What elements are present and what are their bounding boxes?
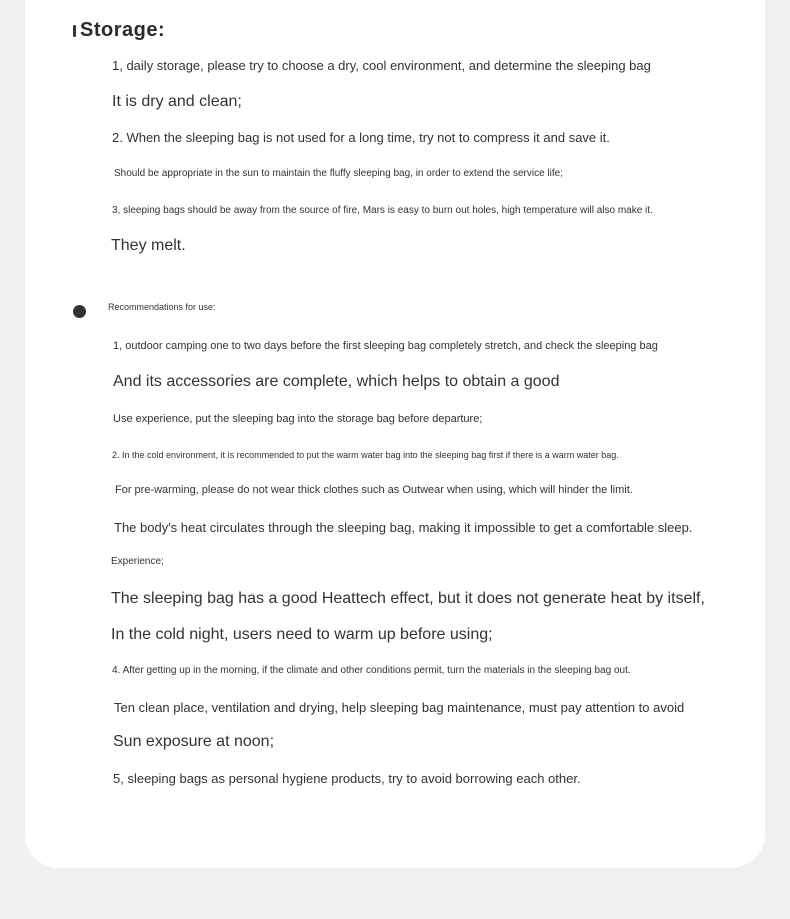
rec-line-13: 5, sleeping bags as personal hygiene products, try to avoid borrowing each other. (113, 771, 581, 786)
storage-line-1: 1, daily storage, please try to choose a dry, cool environment, and determine the sleeping bag (112, 58, 651, 73)
storage-line-2: It is dry and clean; (112, 93, 242, 110)
rec-line-9: In the cold night, users need to warm up before using; (111, 626, 493, 643)
bullet-dot-icon (73, 305, 86, 318)
storage-line-5: 3, sleeping bags should be away from the source of fire, Mars is easy to burn out holes, high temperature will also make it. (112, 205, 653, 216)
rec-line-7: Experience; (111, 556, 164, 567)
rec-line-6: The body's heat circulates through the sleeping bag, making it impossible to get a comfortable sleep. (114, 520, 693, 535)
rec-line-12: Sun exposure at noon; (113, 733, 275, 750)
heading-marker-icon (73, 25, 76, 37)
rec-line-1: 1, outdoor camping one to two days before the first sleeping bag completely stretch, and check the sleeping bag (113, 340, 658, 352)
rec-line-2: And its accessories are complete, which helps to obtain a good (113, 373, 560, 390)
recommendations-heading: Recommendations for use: (108, 302, 216, 312)
rec-line-10: 4. After getting up in the morning, if the climate and other conditions permit, turn the materials in the sleeping bag out. (112, 665, 631, 676)
storage-line-4: Should be appropriate in the sun to maintain the fluffy sleeping bag, in order to extend the service life; (114, 168, 563, 179)
storage-line-3: 2. When the sleeping bag is not used for a long time, try not to compress it and save it. (112, 130, 610, 145)
rec-line-11: Ten clean place, ventilation and drying, help sleeping bag maintenance, must pay attention to avoid (114, 700, 685, 715)
storage-line-6: They melt. (111, 237, 186, 254)
storage-heading: Storage: (80, 19, 166, 41)
rec-line-8: The sleeping bag has a good Heattech effect, but it does not generate heat by itself, (111, 590, 705, 607)
rec-line-3: Use experience, put the sleeping bag into the storage bag before departure; (113, 413, 483, 425)
rec-line-5: For pre-warming, please do not wear thick clothes such as Outwear when using, which will hinder the limit. (115, 484, 633, 496)
rec-line-4: 2. In the cold environment, it is recommended to put the warm water bag into the sleeping bag first if there is a warm water bag. (112, 450, 619, 460)
